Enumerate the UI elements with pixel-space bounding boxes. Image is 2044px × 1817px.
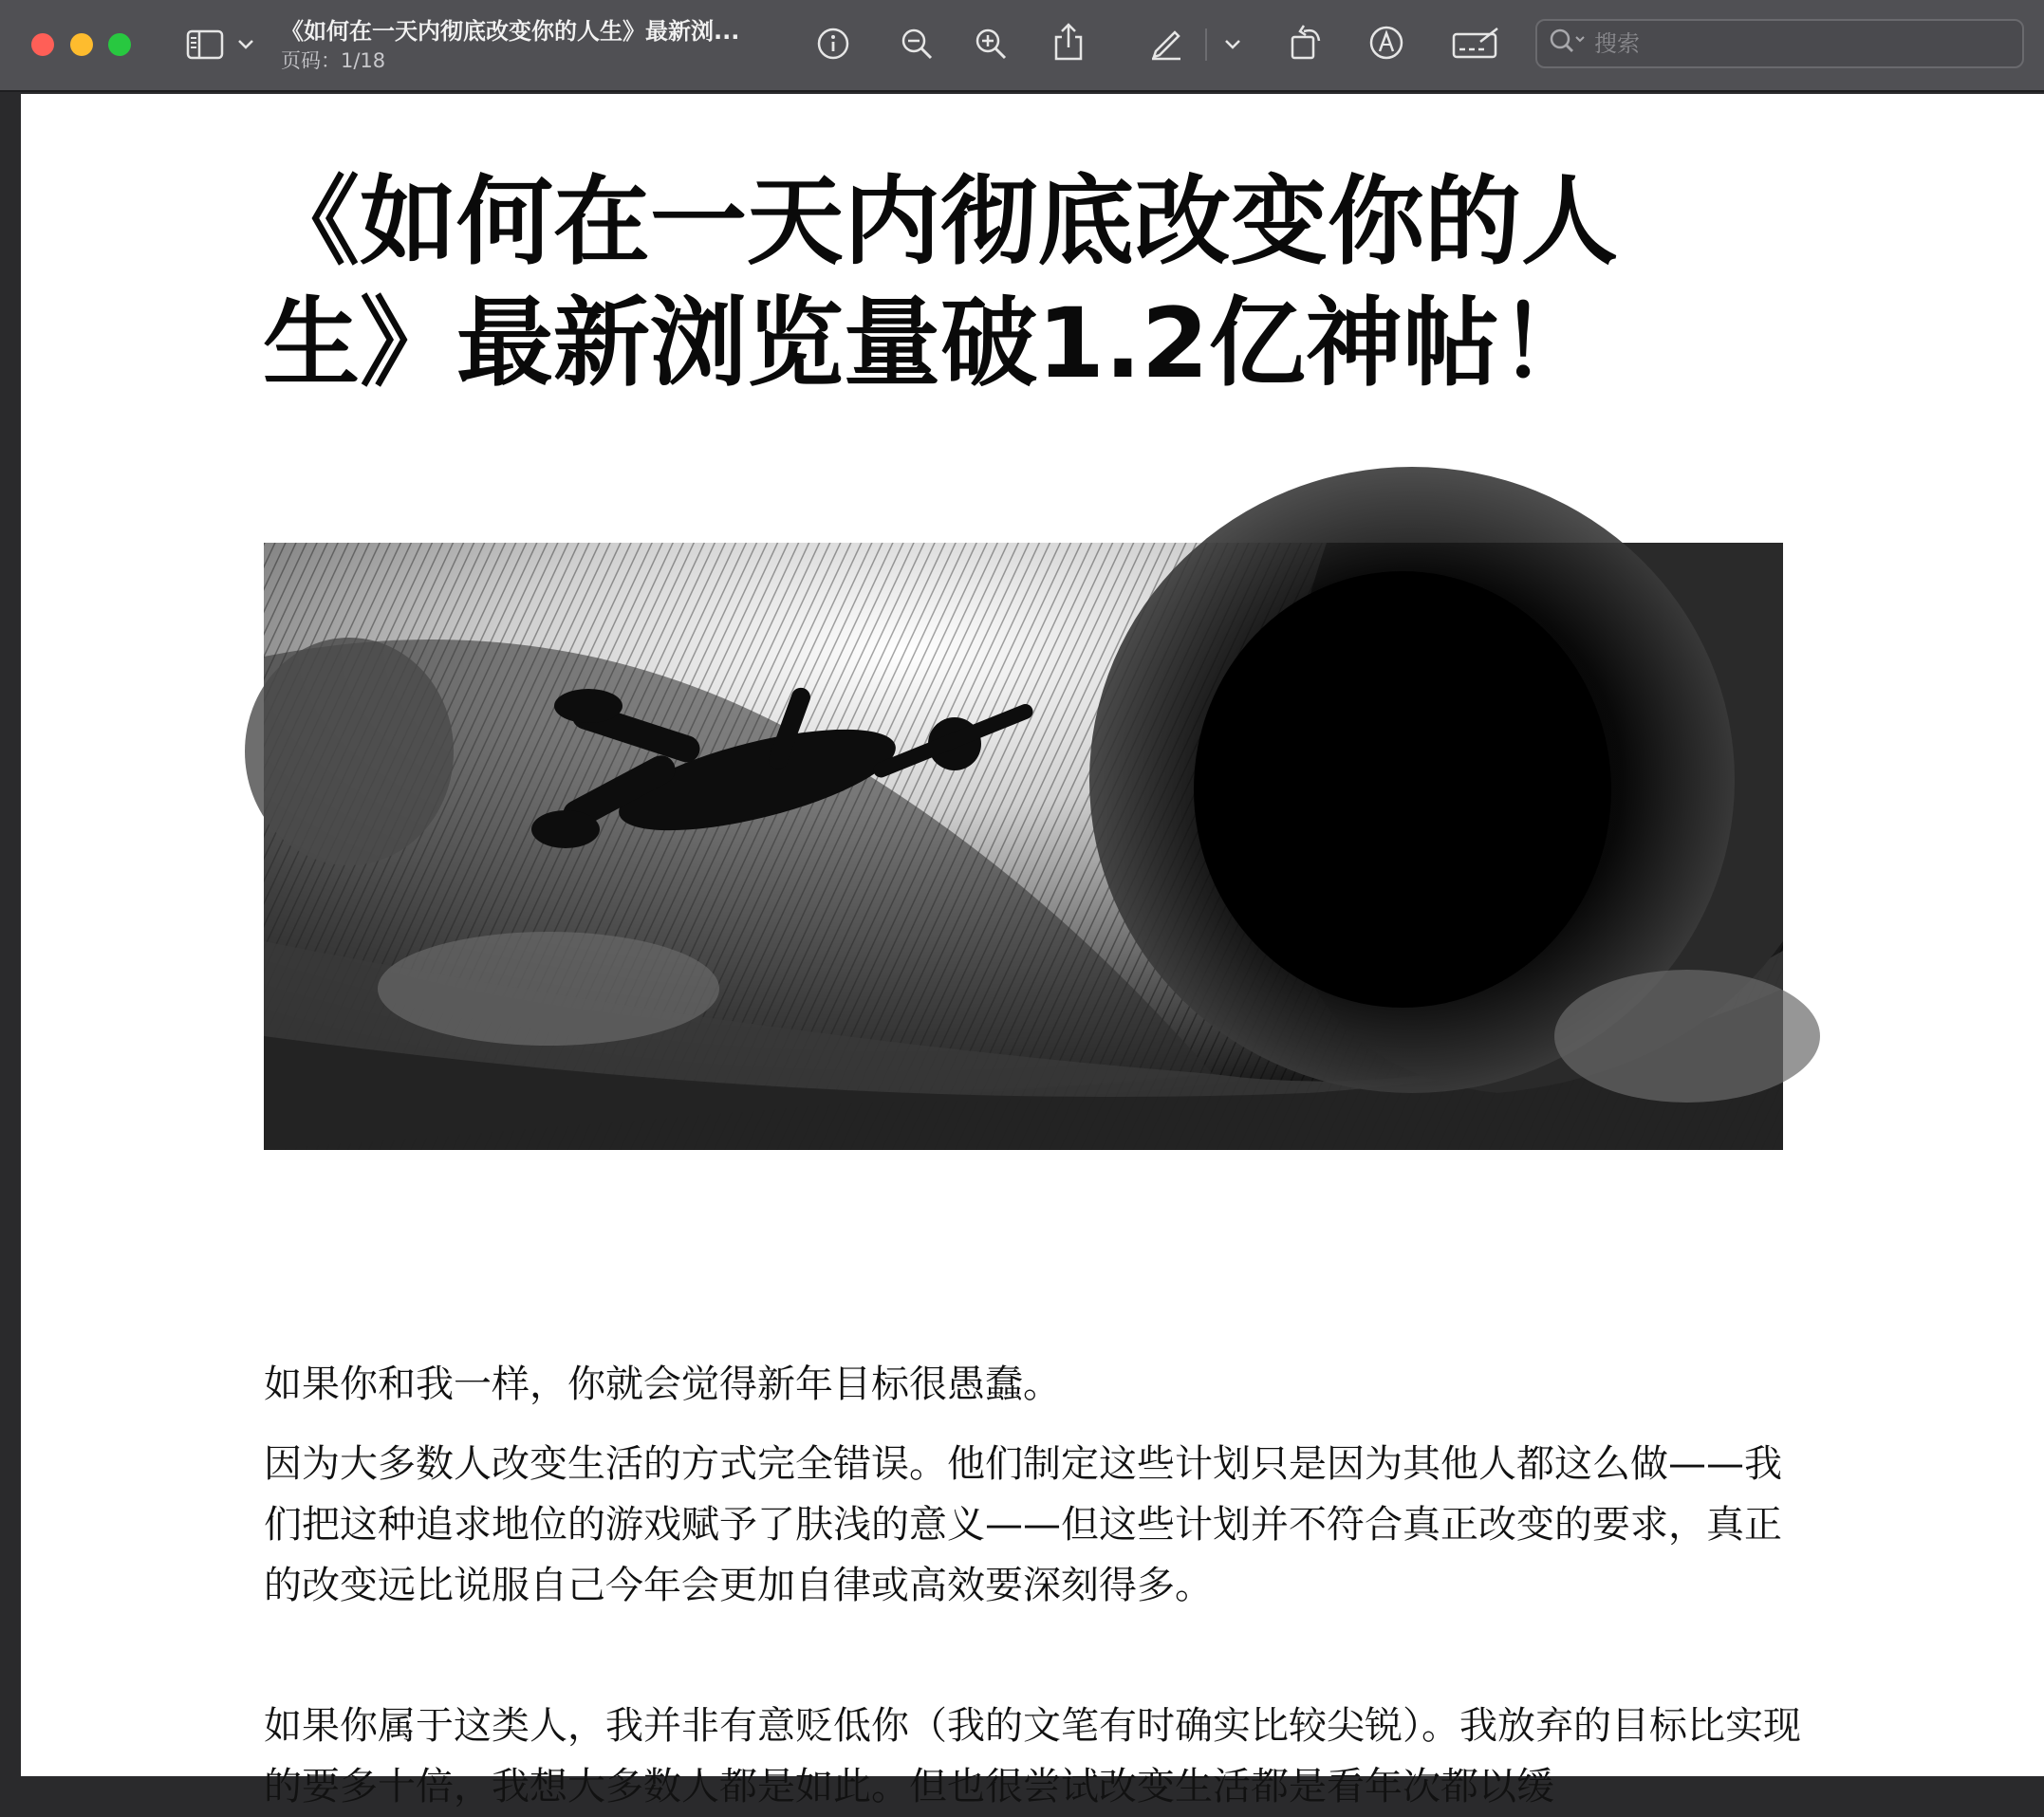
share-icon: [1052, 22, 1085, 62]
zoom-out-button[interactable]: [898, 25, 936, 63]
rotate-button[interactable]: [1287, 21, 1327, 63]
minimize-window-button[interactable]: [70, 33, 93, 56]
paragraph: 如果你属于这类人，我并非有意贬低你（我的文笔有时确实比较尖锐）。我放弃的目标比实现的要多十倍，我想大多数人都是如此。但也很尝试改变生活都是看年次都以缓: [264, 1704, 1801, 1808]
sidebar-toggle-button[interactable]: [184, 28, 226, 62]
search-field[interactable]: [1535, 19, 2024, 68]
window-toolbar: [0, 0, 2044, 92]
sidebar-menu-button[interactable]: [235, 34, 256, 55]
headline-line-2: 生》最新浏览量破1.2亿神帖！: [263, 287, 1596, 400]
chevron-down-icon: [237, 39, 254, 50]
title-block: [281, 17, 774, 74]
close-window-button[interactable]: [31, 33, 54, 56]
search-input[interactable]: [1592, 29, 1995, 58]
document-title: 《如何在一天内彻底改变你的人生》最新浏...: [281, 18, 740, 45]
document-headline: [263, 162, 1781, 405]
share-button[interactable]: [1050, 21, 1087, 63]
signature-button[interactable]: [1450, 23, 1503, 63]
page-indicator: 页码：1/18: [281, 49, 386, 72]
markup-button[interactable]: [1146, 23, 1186, 63]
search-icon: [1549, 28, 1587, 60]
info-button[interactable]: [814, 25, 852, 63]
hero-illustration: [264, 543, 1783, 1150]
headline-line-1: 《如何在一天内彻底改变你的人: [263, 166, 1618, 279]
paragraph: 因为大多数人改变生活的方式完全错误。他们制定这些计划只是因为其他人都这么做——我们把这种追求地位的游戏赋予了肤浅的意义——但这些计划并不符合真正改变的要求，真正的改变远比说服自己今年会更加自律或高效要深刻得多。: [264, 1442, 1782, 1607]
info-icon: [816, 27, 850, 61]
annotate-button[interactable]: [1366, 23, 1406, 63]
zoom-in-icon: [974, 27, 1008, 61]
paragraph: 如果你和我一样，你就会觉得新年目标很愚蠢。: [264, 1363, 1061, 1406]
rotate-icon: [1289, 22, 1325, 62]
chevron-down-icon: [1224, 39, 1241, 50]
zoom-out-icon: [900, 27, 934, 61]
document-page: [21, 94, 2044, 1808]
sidebar-icon: [186, 29, 224, 60]
zoom-in-button[interactable]: [972, 25, 1010, 63]
signature-icon: [1452, 25, 1501, 61]
markup-menu-button[interactable]: [1222, 34, 1243, 55]
markup-pen-icon: [1148, 25, 1184, 61]
toolbar-divider: [1205, 28, 1207, 61]
annotate-icon: [1368, 25, 1404, 61]
zoom-window-button[interactable]: [108, 33, 131, 56]
